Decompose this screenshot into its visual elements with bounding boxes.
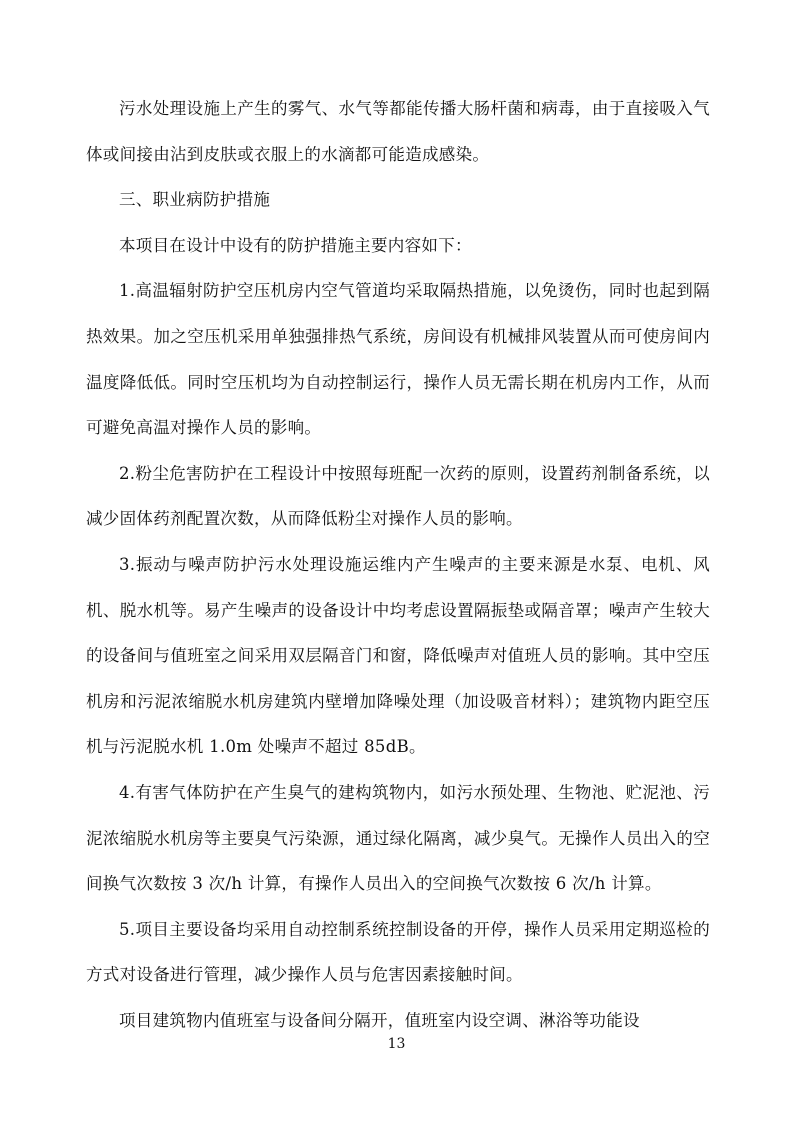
paragraph-automation: 5.项目主要设备均采用自动控制系统控制设备的开停，操作人员采用定期巡检的方式对设备进行管理，减少操作人员与危害因素接触时间。 [86,919,710,985]
paragraph-heat-protection: 1.高温辐射防护空压机房内空气管道均采取隔热措施，以免烫伤，同时也起到隔热效果。加之空压机采用单独强排热气系统，房间设有机械排风装置从而可使房间内温度降低低。同时空压机均为自动控制运行，操作人员无需长期在机房内工作，从而可避免高温对操作人员的影响。 [86,281,710,438]
page-body [86,86,710,1043]
paragraph-noise-protection: 3.振动与噪声防护污水处理设施运维内产生噪声的主要来源是水泵、电机、风机、脱水机等。易产生噪声的设备设计中均考虑设置隔振垫或隔音罩；噪声产生较大的设备间与值班室之间采用双层隔音门和窗，降低噪声对值班人员的影响。其中空压机房和污泥浓缩脱水机房建筑内壁增加降噪处理（加设吸音材料）；建筑物内距空压机与污泥脱水机 1.0m 处噪声不超过 85dB。 [86,554,710,757]
section-heading-protection-measures: 三、职业病防护措施 [119,190,271,210]
paragraph-dust-protection: 2.粉尘危害防护在工程设计中按照每班配一次药的原则，设置药剂制备系统，以减少固体药剂配置次数，从而降低粉尘对操作人员的影响。 [86,463,710,529]
paragraph-intro: 本项目在设计中设有的防护措施主要内容如下： [119,235,472,255]
paragraph-infection-risk: 污水处理设施上产生的雾气、水气等都能传播大肠杆菌和病毒，由于直接吸入气体或间接由沾到皮肤或衣服上的水滴都可能造成感染。 [86,99,710,164]
paragraph-duty-room: 项目建筑物内值班室与设备间分隔开，值班室内设空调、淋浴等功能设 [119,1010,640,1030]
paragraph-gas-protection: 4.有害气体防护在产生臭气的建构筑物内，如污水预处理、生物池、贮泥池、污泥浓缩脱水机房等主要臭气污染源，通过绿化隔离，减少臭气。无操作人员出入的空间换气次数按 3 次/h 计算，有操作人员出入的空间换气次数按 6 次/h 计算。 [86,782,710,894]
page-number: 13 [387,1036,406,1052]
